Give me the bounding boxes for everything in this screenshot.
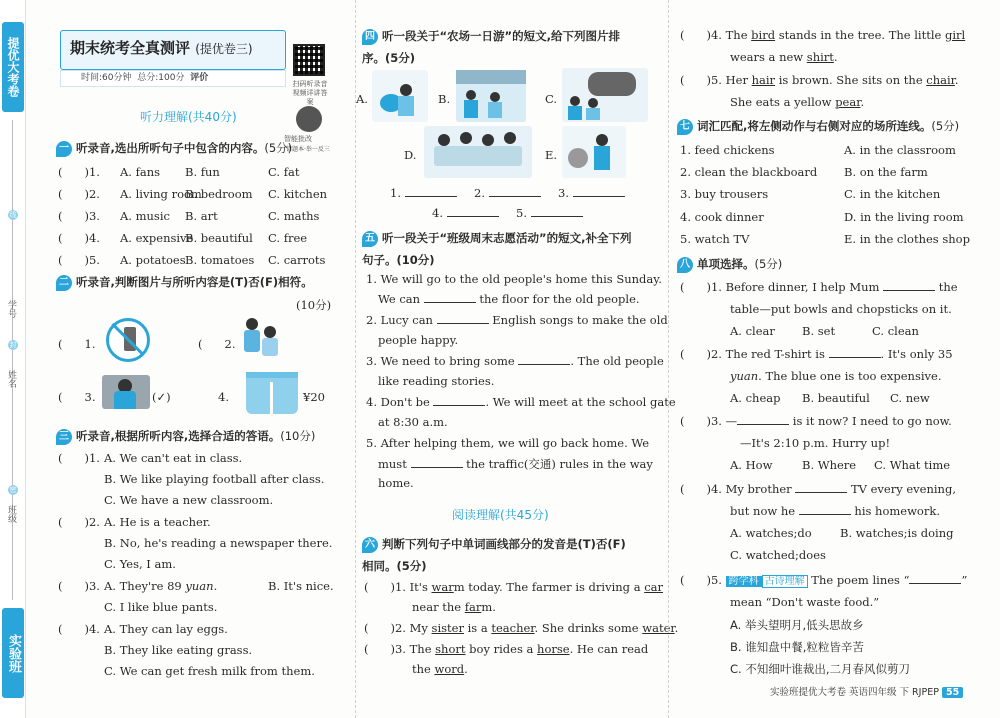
picture-item-3: ( 3. [58,390,96,404]
order-blank-2: 2. [474,186,541,200]
sentence: must the traffic(交通) rules in the way [378,457,653,471]
sentence: home. [378,476,414,490]
q-row: ( )1. It's warm today. The farmer is driving a car [364,580,663,594]
option: A. How [730,458,773,472]
order-blank-4: 4. [432,206,499,220]
section-5-title-2: 句子。(10分) [362,253,435,267]
option: A. 举头望明月,低头思故乡 [730,618,864,632]
option: B. We like playing football after class. [104,472,325,486]
qr-code-icon[interactable] [293,44,325,76]
price-label: ¥20 [303,390,325,404]
student-number-field: 学号 [6,300,16,318]
option: C. We can get fresh milk from them. [104,664,315,678]
section-4-title: 四 听一段关于“农场一日游”的短文,给下列图片排 [362,28,620,45]
student-name-field: 姓名 [6,370,16,388]
q-row: ( )3. — is it now? I need to go now. [680,414,952,428]
page-footer: 实验班提优大考卷 英语四年级 下 RJPEP 55 [770,684,963,698]
q1-row: ( )1. [58,165,100,179]
seal-mark: 线 [9,211,17,219]
logo-caption-2: 错题本·举一反三 [286,146,330,153]
children-picture [242,316,282,360]
order-blank-5: 5. [516,206,583,220]
logo-caption: 智能批改 [284,135,312,143]
option: C. free [268,231,308,245]
pic-label-d: D. [404,148,417,162]
farm-picture-b [456,70,526,122]
q-row: ( )2. The red T-shirt is . It's only 35 [680,347,953,361]
option: B. 谁知盘中餐,粒粒皆辛苦 [730,640,864,654]
poem-tag: 古诗理解 [762,575,808,588]
brand-label-bottom: 实验班 [2,608,24,698]
option: A. music [120,209,170,223]
smart-grading-icon [296,106,322,132]
match-right[interactable]: A. in the classroom [844,143,956,157]
q-row: ( )5. Her hair is brown. She sits on the chair. [680,73,959,87]
brand-label-top: 提优大考卷 [2,22,24,112]
section-3-title: 三 听录音,根据所听内容,选择合适的答语。(10分) [56,428,315,445]
section-5-title: 五 听一段关于“班级周末志愿活动”的短文,补全下列 [362,230,631,247]
match-right[interactable]: D. in the living room [844,210,964,224]
q-row: ( )2. My sister is a teacher. She drinks some water. [364,621,679,635]
section-8-title: 八 单项选择。(5分) [677,256,782,273]
q-row: ( )2. [58,515,100,529]
option: B. fun [185,165,220,179]
q-row: ( )4. The bird stands in the tree. The little girl [680,28,966,42]
class-field: 班级 [6,505,16,523]
option: B. art [185,209,218,223]
option: B. Where [802,458,857,472]
section-2-title: 二 听录音,判断图片与所听内容是(T)否(F)相符。 [56,274,313,291]
q-row-cont: but now he his homework. [730,504,940,518]
option: B. beautiful [185,231,253,245]
section-4-title-2: 序。(5分) [362,51,416,65]
pic-label-c: C. [545,92,558,106]
option: A. living room [120,187,202,201]
option: C. clean [872,324,919,338]
q-row-cont: yuan. The blue one is too expensive. [730,369,942,383]
section-7-title: 七 词汇匹配,将左侧动作与右侧对应的场所连线。(5分) [677,118,959,135]
q5-row: ( )5. [58,253,100,267]
option: A. cheap [730,391,781,405]
section-6-title-2: 相同。(5分) [362,559,427,573]
q-row: ( )4. [58,622,100,636]
match-right[interactable]: B. on the farm [844,165,928,179]
option: C. What time [874,458,951,472]
option: A. He is a teacher. [104,515,211,529]
q-row: ( )3. [58,579,100,593]
page-number: 55 [942,687,963,698]
farm-picture-d [424,126,532,178]
sentence: 4. Don't be . We will meet at the school gate [366,395,676,409]
q-row-cont: She eats a yellow pear. [730,95,865,109]
option: A. We can't eat in class. [104,451,243,465]
pic-label-b: B. [438,92,451,106]
page-title: 期末统考全真测评 (提优卷三) [70,39,253,57]
option: A. potatoes [120,253,186,267]
option: B. They like eating grass. [104,643,253,657]
q3-row: ( )3. [58,209,100,223]
option: C. Yes, I am. [104,557,176,571]
seal-mark: 密 [9,486,17,494]
option: A. fans [120,165,161,179]
cross-subject-tag: 跨学科 [726,576,762,587]
q-row: ( )3. The short boy rides a horse. He can read [364,642,649,656]
sentence: at 8:30 a.m. [378,415,448,429]
option: C. new [890,391,930,405]
option: C. kitchen [268,187,328,201]
option: B. It's nice. [268,579,334,593]
q-row: ( )1. Before dinner, I help Mum the [680,280,958,294]
q-row-cont: table—put bowls and chopsticks on it. [730,302,952,316]
order-blank-1: 1. [390,186,457,200]
pic-label-e: E. [545,148,558,162]
option: B. beautiful [802,391,870,405]
pic-label-a: A. [356,92,368,106]
option: B. watches;is doing [840,526,954,540]
farm-picture-a [372,70,428,122]
match-left[interactable]: 1. feed chickens [680,143,775,157]
q-row-cont: —It's 2:10 p.m. Hurry up! [740,436,891,450]
farm-picture-e [562,126,626,178]
match-left[interactable]: 5. watch TV [680,232,750,246]
section-6-title: 六 判断下列句子中单词画线部分的发音是(T)否(F) [362,536,626,553]
q-row-cont: wears a new shirt. [730,50,838,64]
option: A. clear [730,324,775,338]
option: A. They can lay eggs. [104,622,228,636]
q-row: ( )5. 跨学科 古诗理解 The poem lines “ ” [680,573,968,587]
option: C. 不知细叶谁裁出,二月春风似剪刀 [730,662,910,676]
part-title-listening: 听力理解(共40分) [140,110,237,124]
qr-caption: 扫码听录音 视频详讲答案 [292,80,328,106]
option: B. tomatoes [185,253,255,267]
farm-picture-c [562,68,648,122]
option: B. set [802,324,836,338]
seal-mark: 封 [9,341,17,349]
q-row: ( )1. [58,451,100,465]
option: B. No, he's reading a newspaper there. [104,536,333,550]
option: A. They're 89 yuan. [104,579,218,593]
picture-item-1: ( 1. [58,337,96,351]
binding-sidebar [0,0,26,718]
q-row-cont: near the farm. [412,600,496,614]
q2-row: ( )2. [58,187,100,201]
option: C. carrots [268,253,326,267]
option: A. expensive [120,231,194,245]
no-phone-sign-icon [106,318,150,362]
part-title-reading: 阅读理解(共45分) [452,508,549,522]
sentence: We can the floor for the old people. [378,292,640,306]
sentence: 2. Lucy can English songs to make the old [366,313,668,327]
option: C. maths [268,209,320,223]
answer-check: (✓) [152,390,171,404]
order-blank-3: 3. [558,186,625,200]
q-row-cont: the word. [412,662,468,676]
option: C. fat [268,165,300,179]
picture-item-2: ( 2. [198,337,236,351]
picture-item-4: 4. [218,390,229,404]
match-left[interactable]: 3. buy trousers [680,187,769,201]
match-left[interactable]: 2. clean the blackboard [680,165,818,179]
match-right[interactable]: C. in the kitchen [844,187,941,201]
woman-picture [102,375,150,409]
option: C. I like blue pants. [104,600,218,614]
sentence: 1. We will go to the old people's home this Sunday. [366,272,662,286]
match-left[interactable]: 4. cook dinner [680,210,764,224]
option: C. watched;does [730,548,826,562]
q-row-cont: mean “Don't waste food.” [730,595,880,609]
sentence: 5. After helping them, we will go back home. We [366,436,650,450]
seal-line [12,120,13,600]
option: B. bedroom [185,187,253,201]
sentence: 3. We need to bring some . The old people [366,354,664,368]
section-2-points: (10分) [296,298,332,312]
match-right[interactable]: E. in the clothes shop [844,232,970,246]
sentence: people happy. [378,333,459,347]
section-1-title: 一 听录音,选出所听句子中包含的内容。(5分) [56,140,292,157]
option: C. We have a new classroom. [104,493,274,507]
option: A. watches;do [730,526,812,540]
q4-row: ( )4. [58,231,100,245]
sentence: like reading stories. [378,374,495,388]
shorts-picture [246,372,298,414]
q-row: ( )4. My brother TV every evening, [680,482,956,496]
exam-meta: 时间:60分钟 总分:100分 评价 [60,70,286,87]
